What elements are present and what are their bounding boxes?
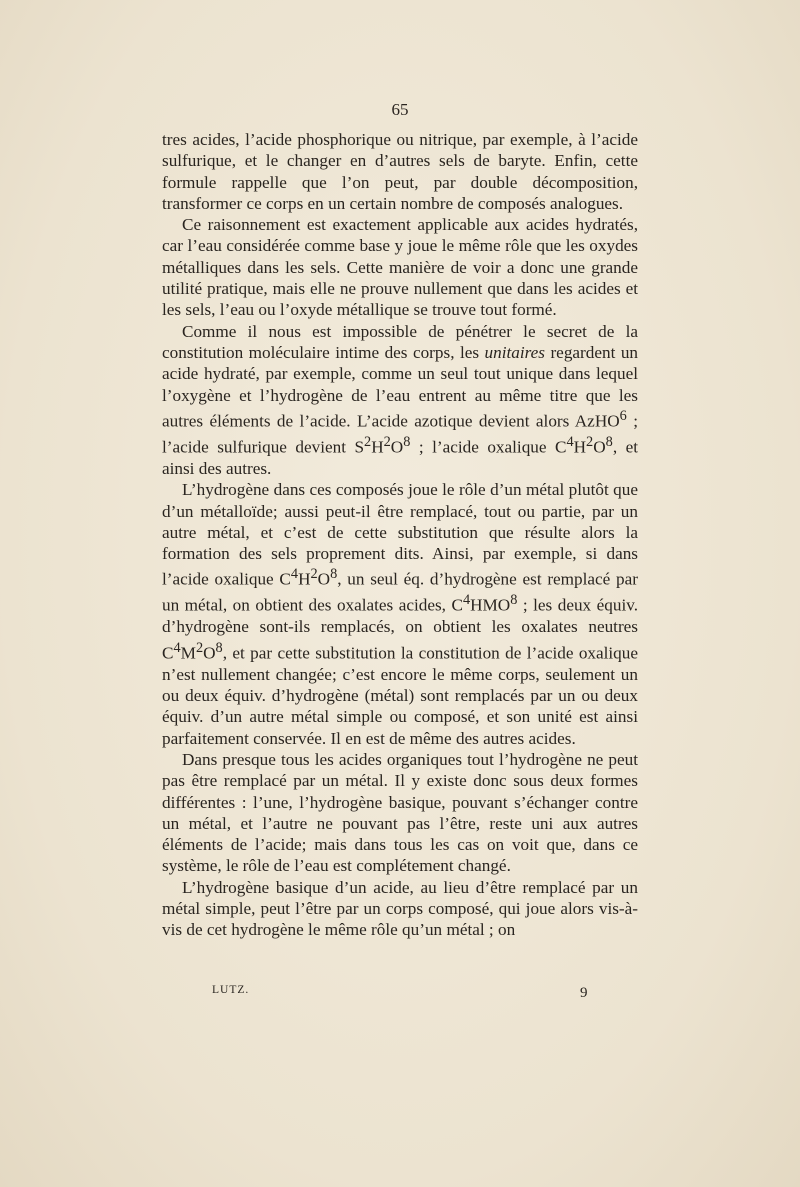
paragraph-3: Comme il nous est impossible de pénétrer le secret de la constitution moléculaire intime des corps, les unitaires regardent un acide hydraté, par exemple, comme un seul tout unique dans lequel l’oxygène et l’hydrogène de l’eau entrent au même titre que les autres éléments de l’acide. L’acide azotique devient alors AzHO$^6$ ; l’acide sulfurique devient $S^2H^2O^8$ ; l’acide oxalique $C^4H^2O^8$, et ainsi des autres. — [162, 321, 639, 478]
paragraph-5: Dans presque tous les acides organiques tout l’hydrogène ne peut pas être remplacé par un métal. Il y existe donc sous deux formes différentes : l’une, l’hydrogène basique, pouvant s’échanger contre un métal, et l’autre ne pouvant pas l’être, reste uni aux autres éléments de l’acide; mais dans tous les cas on voit que, dans ce système, le rôle de l’eau est complétement changé. — [162, 749, 638, 876]
paragraph-6: L’hydrogène basique d’un acide, au lieu d’être remplacé par un métal simple, peut l’être par un corps composé, qui joue alors vis-à-vis de cet hydrogène le même rôle qu’un métal ; on — [162, 877, 638, 940]
signature-mark: 9 — [580, 985, 588, 1001]
paragraph-1: tres acides, l’acide phosphorique ou nitrique, par exemple, à l’acide sulfurique, et le changer en d’autres sels de baryte. Enfin, cette formule rappelle que l’on peut, par double décomposition, transformer ce corps en un certain nombre de composés analogues. — [162, 130, 638, 213]
paragraph-4: L’hydrogène dans ces composés joue le rôle d’un métal plutôt que d’un métalloïde; aussi peut-il être remplacé, tout ou partie, par un autre métal, et c’est de cette substitution que résulte alors la formation des sels proprement dits. Ainsi, par exemple, si dans l’acide oxalique $C^4H^2O^8$, un seul éq. d’hydrogène est remplacé par un métal, on obtient des oxalates acides, $C^4HMO^8$ ; les deux équiv. d’hydrogène sont-ils remplacés, on obtient les oxalates neutres $C^4M^2O^8$, et par cette substitution la constitution de l’acide oxalique n’est nullement changée; c’est encore le même corps, seulement un ou deux équiv. d’hydrogène (métal) sont remplacés par un ou deux équiv. d’un autre métal simple ou composé, et son unité est ainsi parfaitement conservée. Il en est de même des autres acides. — [162, 480, 638, 748]
footer-author: LUTZ. — [212, 984, 250, 996]
paragraph-2: Ce raisonnement est exactement applicable aux acides hydratés, car l’eau considérée comme base y joue le même rôle que les oxydes métalliques dans les sels. Cette manière de voir a donc une grande utilité pratique, mais elle ne prouve nullement que dans les acides et les sels, l’eau ou l’oxyde métallique se trouve tout formé. — [162, 215, 638, 320]
page-number: 65 — [391, 100, 409, 119]
body-text — [162, 129, 638, 941]
